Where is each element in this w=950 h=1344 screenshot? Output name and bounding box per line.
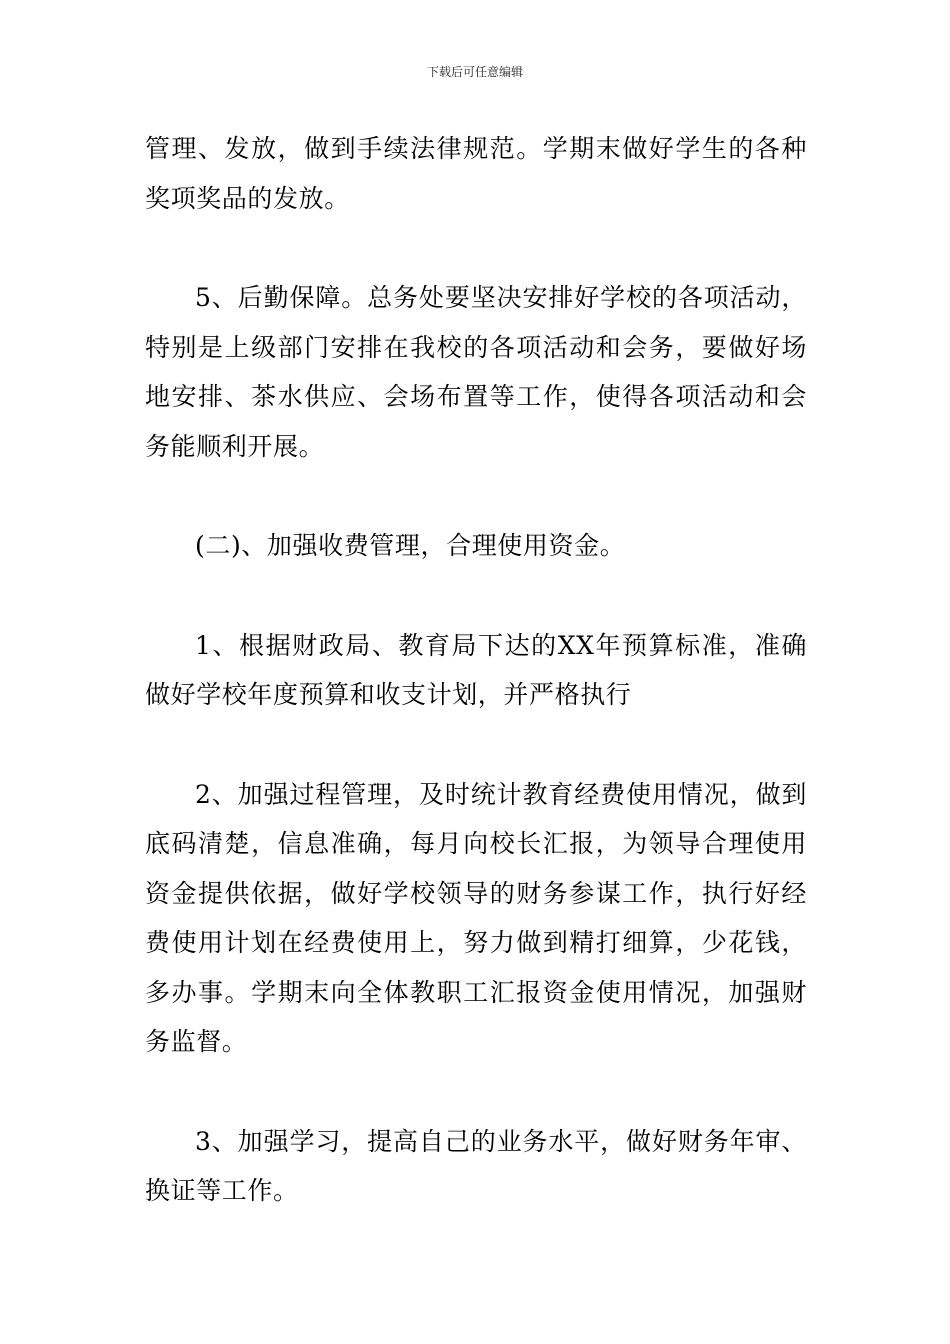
paragraph-4: 2、加强过程管理，及时统计教育经费使用情况，做到底码清楚，信息准确，每月向校长汇报，为领导合理使用资金提供依据，做好学校领导的财务参谋工作，执行好经费使用计划在经费使用上，努力做到精打细算，少花钱，多办事。学期末向全体教职工汇报资金使用情况，加强财务监督。 xyxy=(145,779,807,1056)
paragraph-gap xyxy=(145,471,807,521)
paragraph-2: 5、后勤保障。总务处要坚决安排好学校的各项活动，特别是上级部门安排在我校的各项活动和会务，要做好场地安排、茶水供应、会场布置等工作，使得各项活动和会务能顺利开展。 xyxy=(145,283,807,461)
section-heading: (二)、加强收费管理，合理使用资金。 xyxy=(195,531,626,560)
paragraph-gap xyxy=(145,1067,807,1117)
paragraph-gap xyxy=(145,720,807,770)
paragraph-1: 管理、发放，做到手续法律规范。学期末做好学生的各种奖项奖品的发放。 xyxy=(145,134,807,213)
paragraph-3: 1、根据财政局、教育局下达的XX年预算标准，准确做好学校年度预算和收支计划，并严格执行 xyxy=(145,630,807,709)
document-body xyxy=(145,124,807,1216)
page-header: 下载后可任意编辑 xyxy=(426,65,523,79)
paragraph-5: 3、加强学习，提高自己的业务水平，做好财务年审、换证等工作。 xyxy=(145,1126,807,1205)
paragraph-gap xyxy=(145,571,807,621)
paragraph-gap xyxy=(145,223,807,273)
